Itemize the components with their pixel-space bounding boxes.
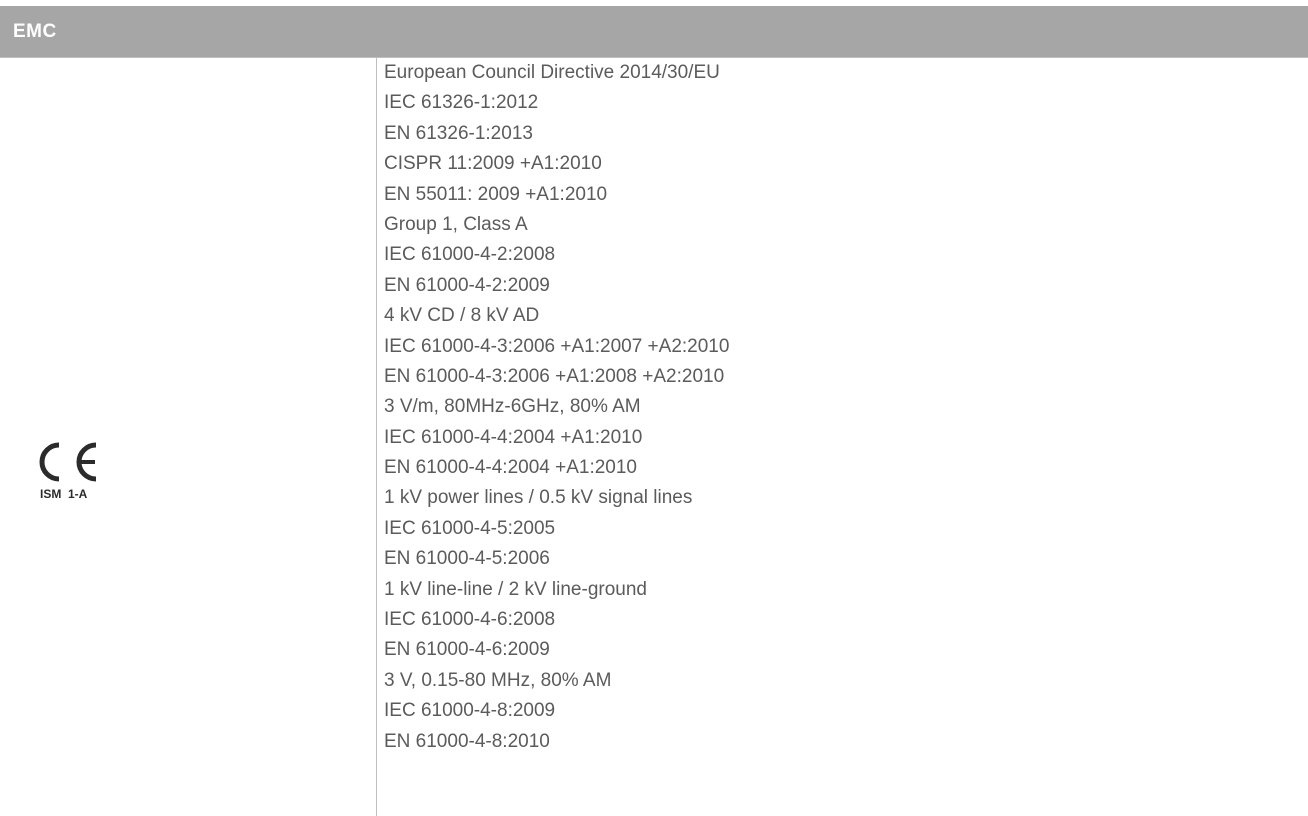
spec-line: EN 61000-4-3:2006 +A1:2008 +A2:2010 <box>384 365 725 387</box>
section-title: EMC <box>13 21 57 42</box>
spec-line: EN 61000-4-5:2006 <box>384 548 550 570</box>
spec-line: IEC 61000-4-4:2004 +A1:2010 <box>384 426 643 448</box>
spec-line: 1 kV line-line / 2 kV line-ground <box>384 578 647 600</box>
spec-line: 4 kV CD / 8 kV AD <box>384 305 540 327</box>
ce-mark-caption: ISM 1-A <box>40 487 88 501</box>
spec-line: EN 61000-4-8:2010 <box>384 730 550 752</box>
spec-line: IEC 61326-1:2012 <box>384 92 539 114</box>
spec-line: EN 61000-4-6:2009 <box>384 639 550 661</box>
logo-cell <box>0 58 376 816</box>
spec-line: 3 V/m, 80MHz-6GHz, 80% AM <box>384 396 641 418</box>
spec-line: IEC 61000-4-6:2008 <box>384 609 556 631</box>
spec-line: EN 61326-1:2013 <box>384 122 533 144</box>
spec-line: IEC 61000-4-8:2009 <box>384 700 556 722</box>
spec-line: IEC 61000-4-3:2006 +A1:2007 +A2:2010 <box>384 335 730 357</box>
ce-mark-icon <box>38 442 114 482</box>
spec-line: IEC 61000-4-2:2008 <box>384 244 556 266</box>
spec-list <box>384 58 729 757</box>
spec-line: IEC 61000-4-5:2005 <box>384 517 556 539</box>
spec-line: Group 1, Class A <box>384 213 528 235</box>
spec-line: 3 V, 0.15-80 MHz, 80% AM <box>384 669 612 691</box>
spec-line: European Council Directive 2014/30/EU <box>384 62 720 83</box>
spec-line: 1 kV power lines / 0.5 kV signal lines <box>384 487 693 509</box>
spec-line: EN 55011: 2009 +A1:2010 <box>384 183 608 205</box>
spec-line: CISPR 11:2009 +A1:2010 <box>384 153 602 175</box>
section-header <box>0 6 1308 58</box>
column-divider <box>376 58 377 816</box>
spec-line: EN 61000-4-2:2009 <box>384 274 550 296</box>
spec-line: EN 61000-4-4:2004 +A1:2010 <box>384 457 638 479</box>
